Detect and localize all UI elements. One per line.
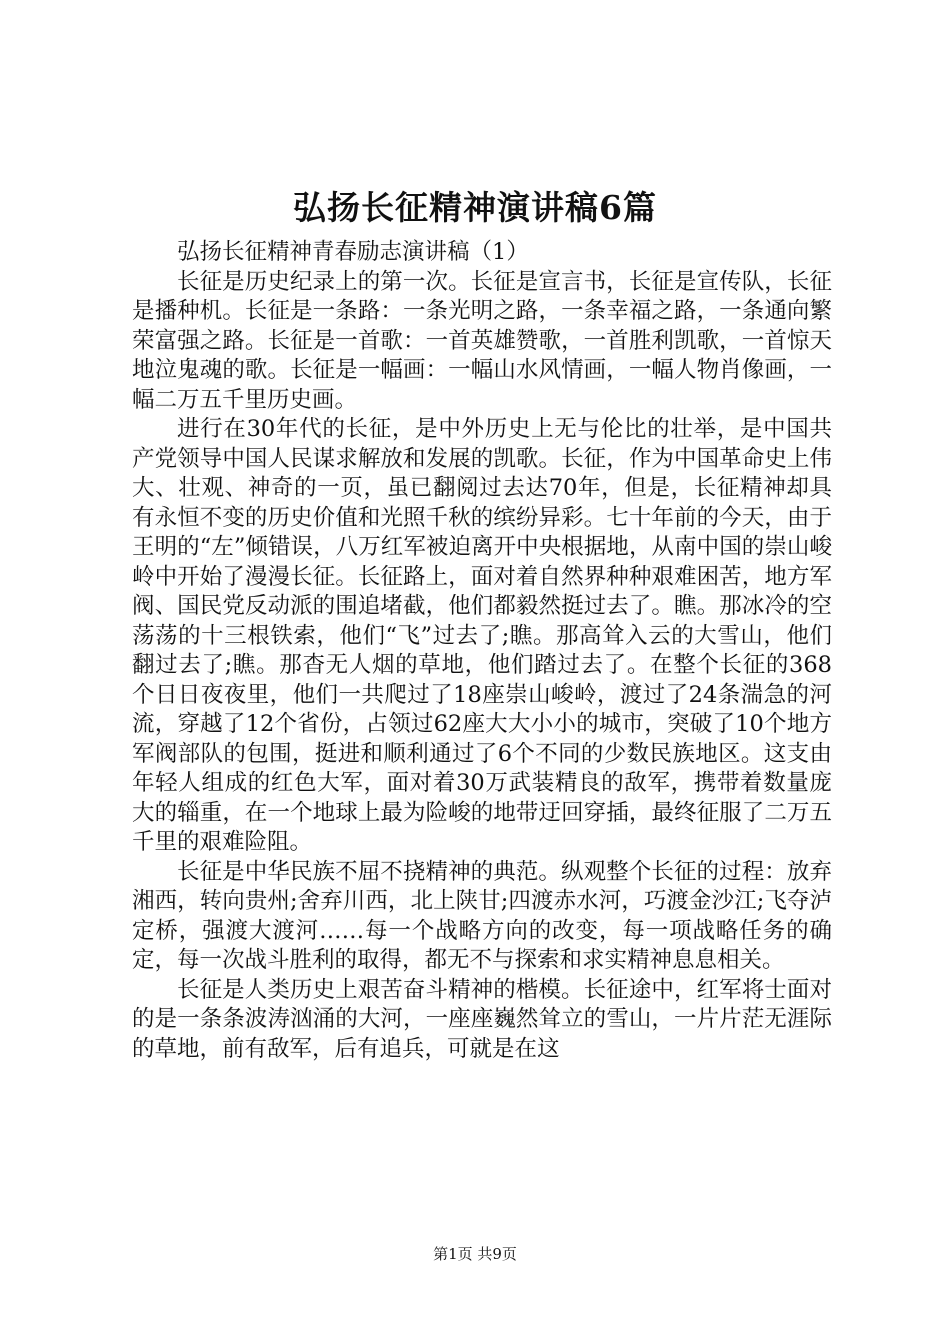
paragraph: 长征是人类历史上艰苦奋斗精神的楷模。长征途中，红军将士面对的是一条条波涛汹涌的大河，一座座巍然耸立的雪山，一片片茫无涯际的草地，前有敌军，后有追兵，可就是在这 (132, 976, 832, 1062)
paragraph: 长征是中华民族不屈不挠精神的典范。纵观整个长征的过程：放弃湘西，转向贵州;舍弃川西，北上陕甘;四渡赤水河，巧渡金沙江;飞夺泸定桥，强渡大渡河……每一个战略方向的改变，每一项战略任务的确定，每一次战斗胜利的取得，都无不与探索和求实精神息息相关。 (132, 858, 832, 973)
document-body (132, 238, 832, 1064)
speech-subtitle: 弘扬长征精神青春励志演讲稿（1） (177, 239, 529, 265)
document-title: 弘扬长征精神演讲稿6篇 (293, 188, 657, 227)
paragraph: 进行在30年代的长征，是中外历史上无与伦比的壮举，是中国共产党领导中国人民谋求解放和发展的凯歌。长征，作为中国革命史上伟大、壮观、神奇的一页，虽已翻阅过去达70年，但是，长征精神却具有永恒不变的历史价值和光照千秋的缤纷异彩。七十年前的今天，由于王明的“左”倾错误，八万红军被迫离开中央根据地，从南中国的崇山峻岭中开始了漫漫长征。长征路上，面对着自然界种种艰难困苦，地方军阀、国民党反动派的围追堵截，他们都毅然挺过去了。瞧。那冰冷的空荡荡的十三根铁索，他们“飞”过去了;瞧。那高耸入云的大雪山，他们翻过去了;瞧。那杳无人烟的草地，他们踏过去了。在整个长征的368个日日夜夜里，他们一共爬过了18座崇山峻岭，渡过了24条湍急的河流，穿越了12个省份，占领过62座大大小小的城市，突破了10个地方军阀部队的包围，挺进和顺利通过了6个不同的少数民族地区。这支由年轻人组成的红色大军，面对着30万武装精良的敌军，携带着数量庞大的辎重，在一个地球上最为险峻的地带迂回穿插，最终征服了二万五千里的艰难险阻。 (132, 416, 832, 855)
paragraph: 长征是历史纪录上的第一次。长征是宣言书，长征是宣传队，长征是播种机。长征是一条路：一条光明之路，一条幸福之路，一条通向繁荣富强之路。长征是一首歌：一首英雄赞歌，一首胜利凯歌，一首惊天地泣鬼魂的歌。长征是一幅画：一幅山水风情画，一幅人物肖像画，一幅二万五千里历史画。 (132, 268, 832, 413)
page-footer: 第1页 共9页 (433, 1245, 517, 1263)
